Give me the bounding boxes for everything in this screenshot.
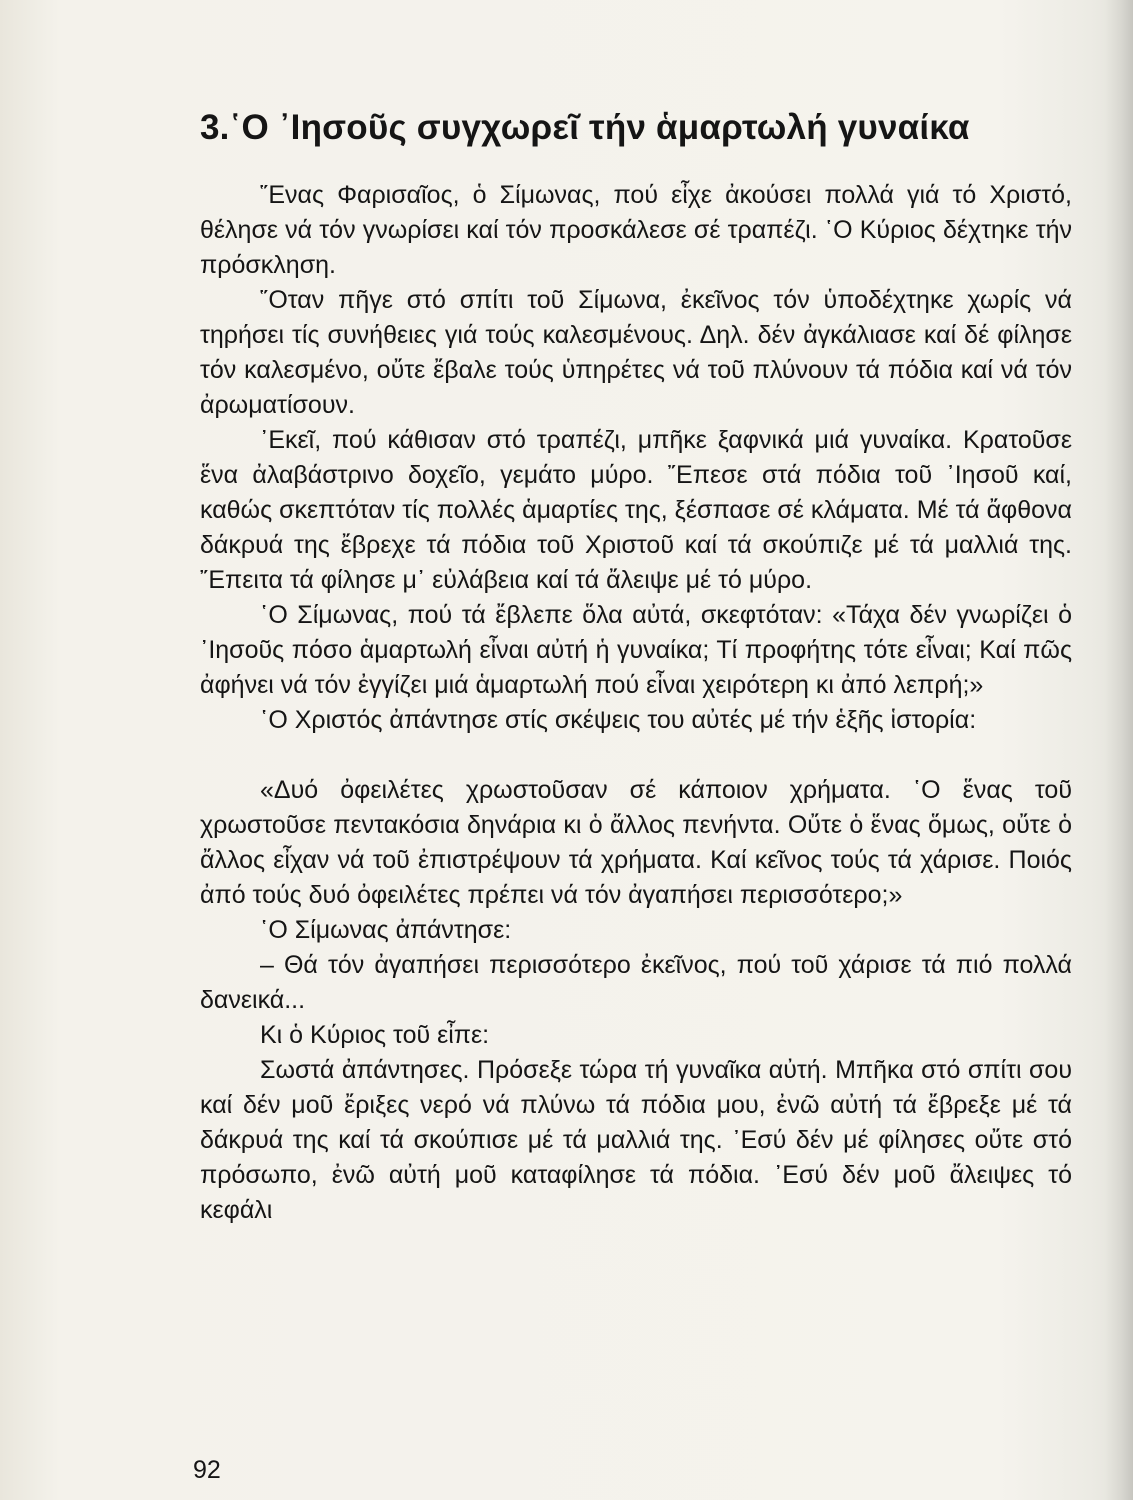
paragraph-simon-replies: ῾Ο Σίμωνας ἀπάντησε: — [260, 916, 512, 944]
paragraph-reception: ῞Οταν πῆγε στό σπίτι τοῦ Σίμωνα, ἐκεῖνος τόν ὑποδέχτηκε χωρίς νά τηρήσει τίς συνήθειες γιά τούς καλεσμένους. Δηλ. δέν ἀγκάλιασε καί δέ φίλησε τόν καλεσμένο, οὔτε ἔβαλε τούς ὑπηρέτες νά τοῦ πλύνουν τά πόδια καί νά τόν ἀρωματίσουν. — [200, 286, 1072, 419]
chapter-title: 3.῾Ο ᾿Ιησοῦς συγχωρεῖ τήν ἁμαρτωλή γυναίκα — [200, 108, 970, 147]
paragraph-woman-arrives: ᾿Εκεῖ, πού κάθισαν στό τραπέζι, μπῆκε ξαφνικά μιά γυναίκα. Κρατοῦσε ἕνα ἀλαβάστρινο δοχεῖο, γεμάτο μύρο. ῎Επεσε στά πόδια τοῦ ᾿Ιησοῦ καί, καθώς σκεπτόταν τίς πολλές ἁμαρτίες της, ξέσπασε σέ κλάματα. Μέ τά ἄφθονα δάκρυά της ἔβρεχε τά πόδια τοῦ Χριστοῦ καί τά σκούπιζε μέ τά μαλλιά της. ῎Επειτα τά φίλησε μ᾿ εὐλάβεια καί τά ἄλειψε μέ τό μύρο. — [200, 426, 1072, 594]
paragraph-simon-answer: – Θά τόν ἀγαπήσει περισσότερο ἐκεῖνος, πού τοῦ χάρισε τά πιό πολλά δανεικά... — [200, 951, 1072, 1014]
page-number: 92 — [193, 1456, 221, 1484]
paragraph-debtors-parable: «Δυό ὀφειλέτες χρωστοῦσαν σέ κάποιον χρήματα. ῾Ο ἕνας τοῦ χρωστοῦσε πεντακόσια δηνάρια κι ὁ ἄλλος πενήντα. Οὔτε ὁ ἕνας ὅμως, οὔτε ὁ ἄλλος εἶχαν νά τοῦ ἐπιστρέψουν τά χρήματα. Καί κεῖνος τούς τά χάρισε. Ποιός ἀπό τούς δυό ὀφειλέτες πρέπει νά τόν ἀγαπήσει περισσότερο;» — [200, 776, 1072, 909]
paragraph-pharisee-invitation: ῞Ενας Φαρισαῖος, ὁ Σίμωνας, πού εἶχε ἀκούσει πολλά γιά τό Χριστό, θέλησε νά τόν γνωρίσει καί τόν προσκάλεσε σέ τραπέζι. ῾Ο Κύριος δέχτηκε τήν πρόσκληση. — [200, 181, 1072, 279]
chapter-body — [200, 178, 1072, 1228]
paragraph-lord-speech: Σωστά ἀπάντησες. Πρόσεξε τώρα τή γυναῖκα αὐτή. Μπῆκα στό σπίτι σου καί δέν μοῦ ἔριξες νερό νά πλύνω τά πόδια μου, ἐνῶ αὐτή τά ἔβρεξε μέ τά δάκρυά της καί τά σκούπισε μέ τά μαλλιά της. ᾿Εσύ δέν μέ φίλησες οὔτε στό πρόσωπο, ἐνῶ αὐτή μοῦ καταφίλησε τά πόδια. ᾿Εσύ δέν μοῦ ἄλειψες τό κεφάλι — [200, 1056, 1072, 1224]
paragraph-christ-answers: ῾Ο Χριστός ἀπάντησε στίς σκέψεις του αὐτές μέ τήν ἑξῆς ἱστορία: — [260, 706, 977, 734]
paragraph-lord-said: Κι ὁ Κύριος τοῦ εἶπε: — [260, 1021, 490, 1049]
page-binding-shadow — [1105, 0, 1133, 1500]
paragraph-simon-thoughts: ῾Ο Σίμωνας, πού τά ἔβλεπε ὅλα αὐτά, σκεφτόταν: «Τάχα δέν γνωρίζει ὁ ᾿Ιησοῦς πόσο ἁμαρτωλή εἶναι αὐτή ἡ γυναίκα; Τί προφήτης τότε εἶναι; Καί πῶς ἀφήνει νά τόν ἐγγίζει μιά ἁμαρτωλή πού εἶναι χειρότερη κι ἀπό λεπρή;» — [200, 601, 1072, 699]
